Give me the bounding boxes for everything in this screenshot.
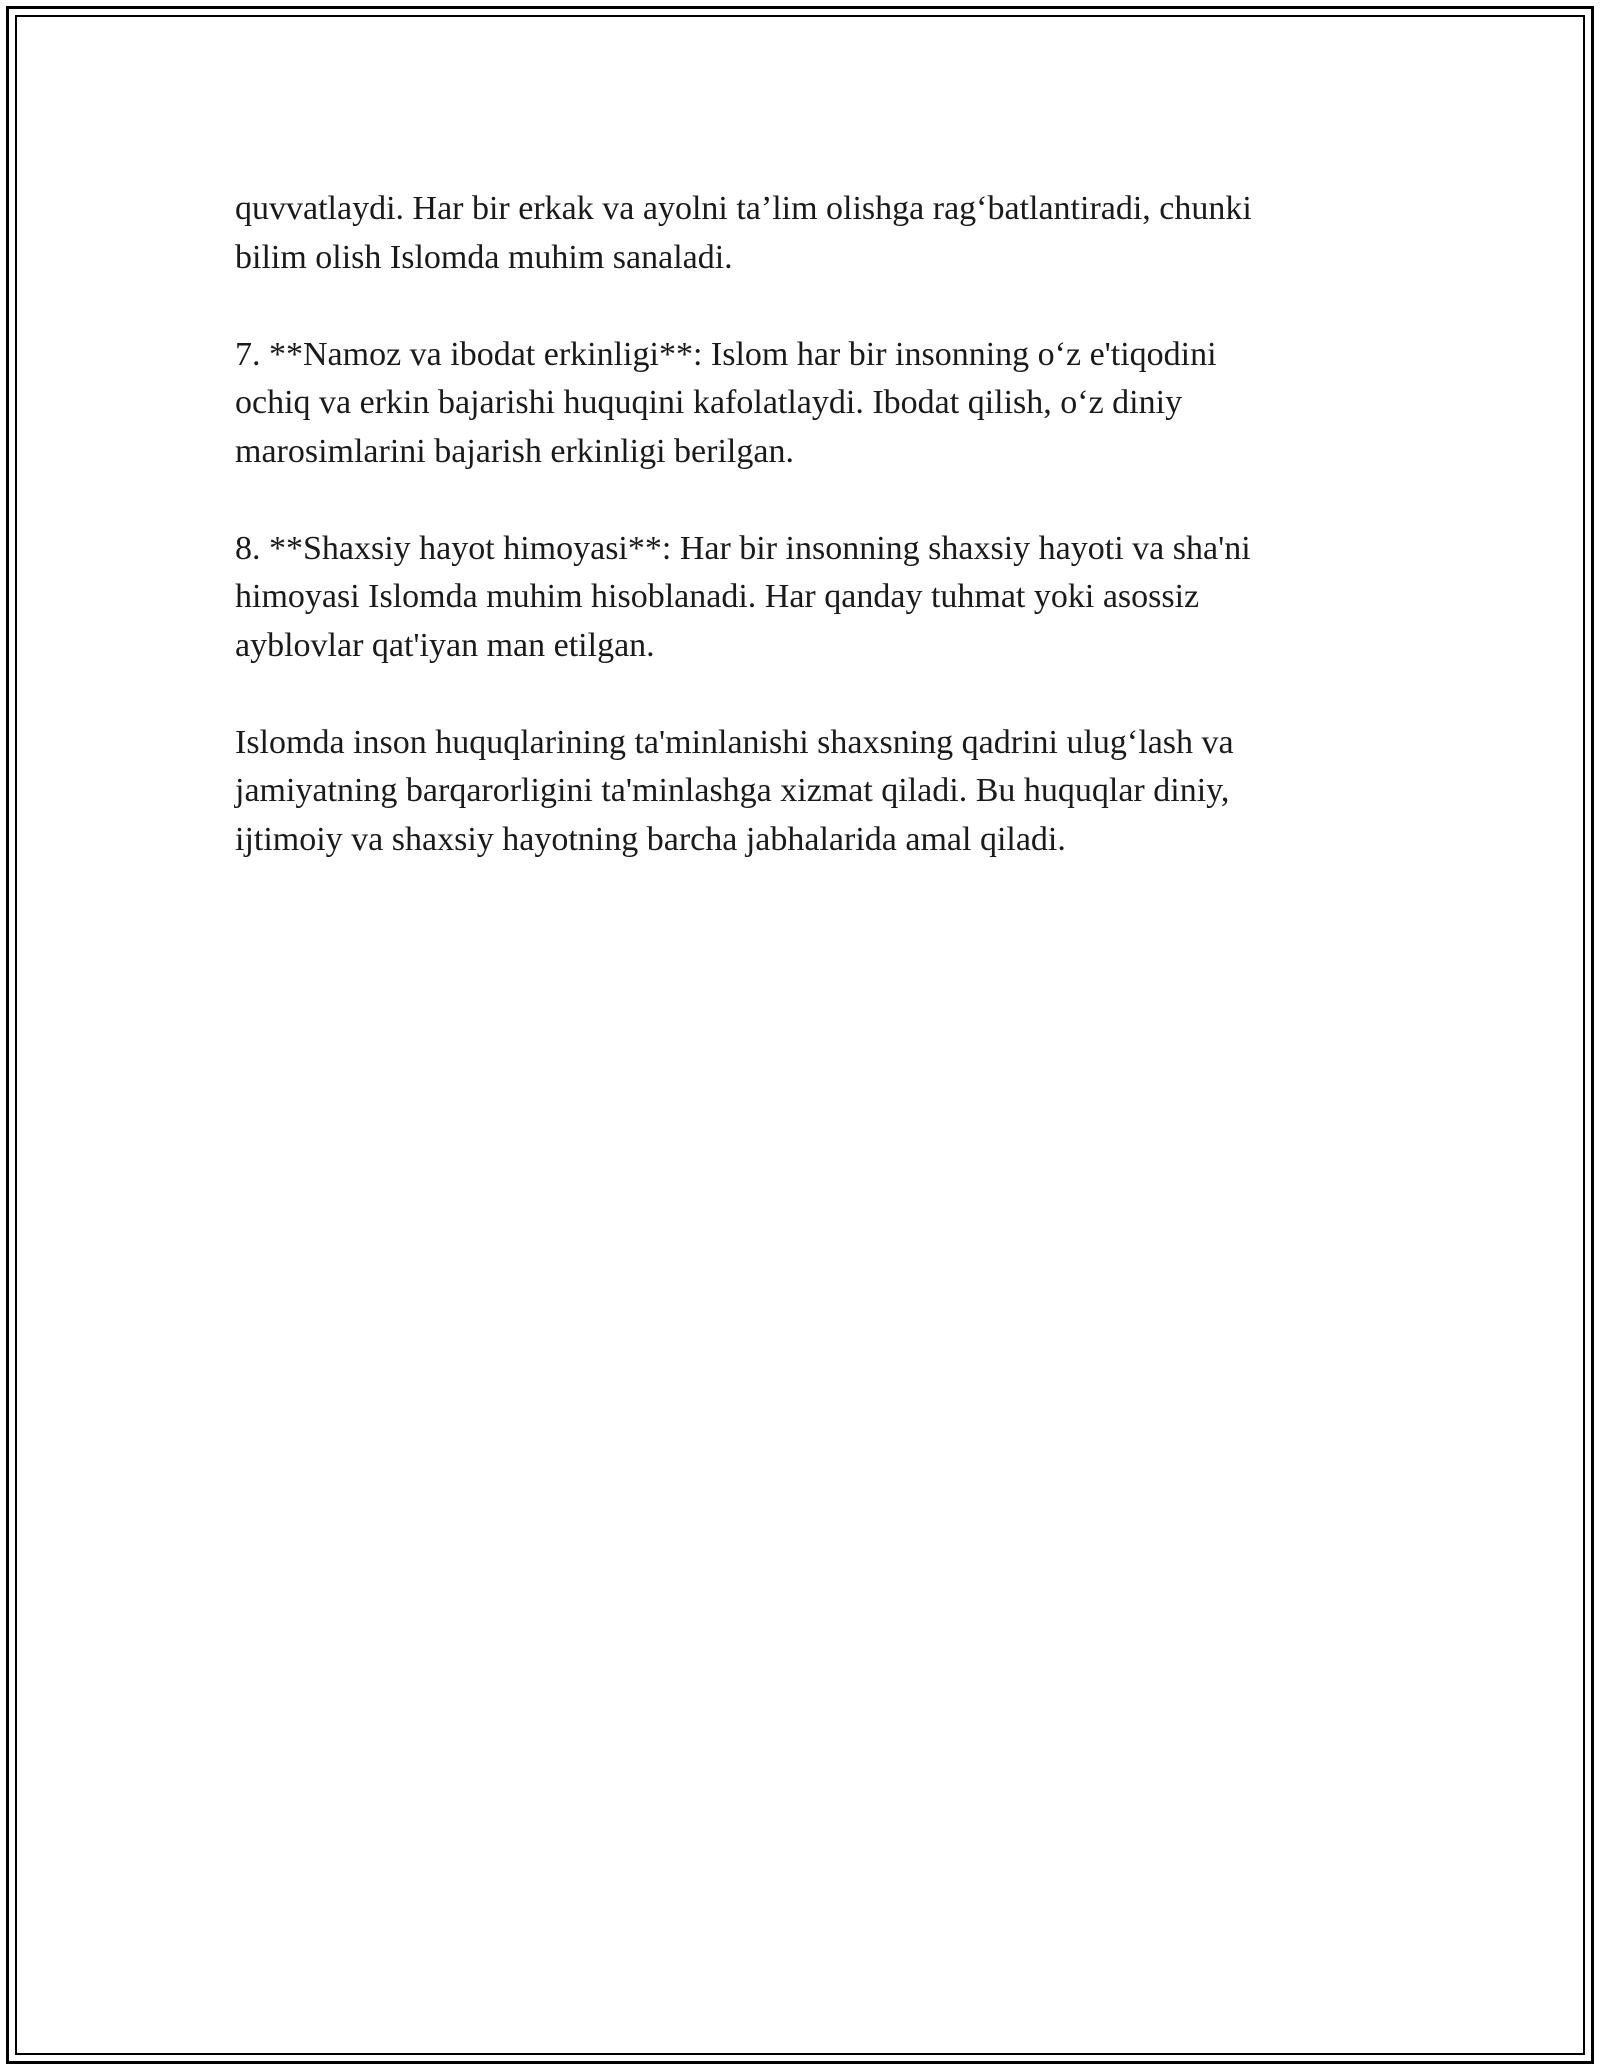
- paragraph-privacy-protection: 8. **Shaxsiy hayot himoyasi**: Har bir insonning shaxsiy hayoti va sha'ni himoyasi Islomda muhim hisoblanadi. Har qanday tuhmat yoki asossiz ayblovlar qat'iyan man etilgan.: [235, 529, 1251, 664]
- paragraph-freedom-of-worship: 7. **Namoz va ibodat erkinligi**: Islom har bir insonning o‘z e'tiqodini ochiq va erkin bajarishi huquqini kafolatlaydi. Ibodat qilish, o‘z diniy marosimlarini bajarish erkinligi berilgan.: [235, 335, 1217, 470]
- paragraph-conclusion: Islomda inson huquqlarining ta'minlanishi shaxsning qadrini ulug‘lash va jamiyatning barqarorligini ta'minlashga xizmat qiladi. Bu huquqlar diniy, ijtimoiy va shaxsiy hayotning barcha jabhalarida amal qiladi.: [235, 723, 1234, 858]
- paragraph-education-continuation: quvvatlaydi. Har bir erkak va ayolni ta’lim olishga rag‘batlantiradi, chunki bilim olish Islomda muhim sanaladi.: [235, 190, 1252, 276]
- document-body: [235, 185, 1365, 913]
